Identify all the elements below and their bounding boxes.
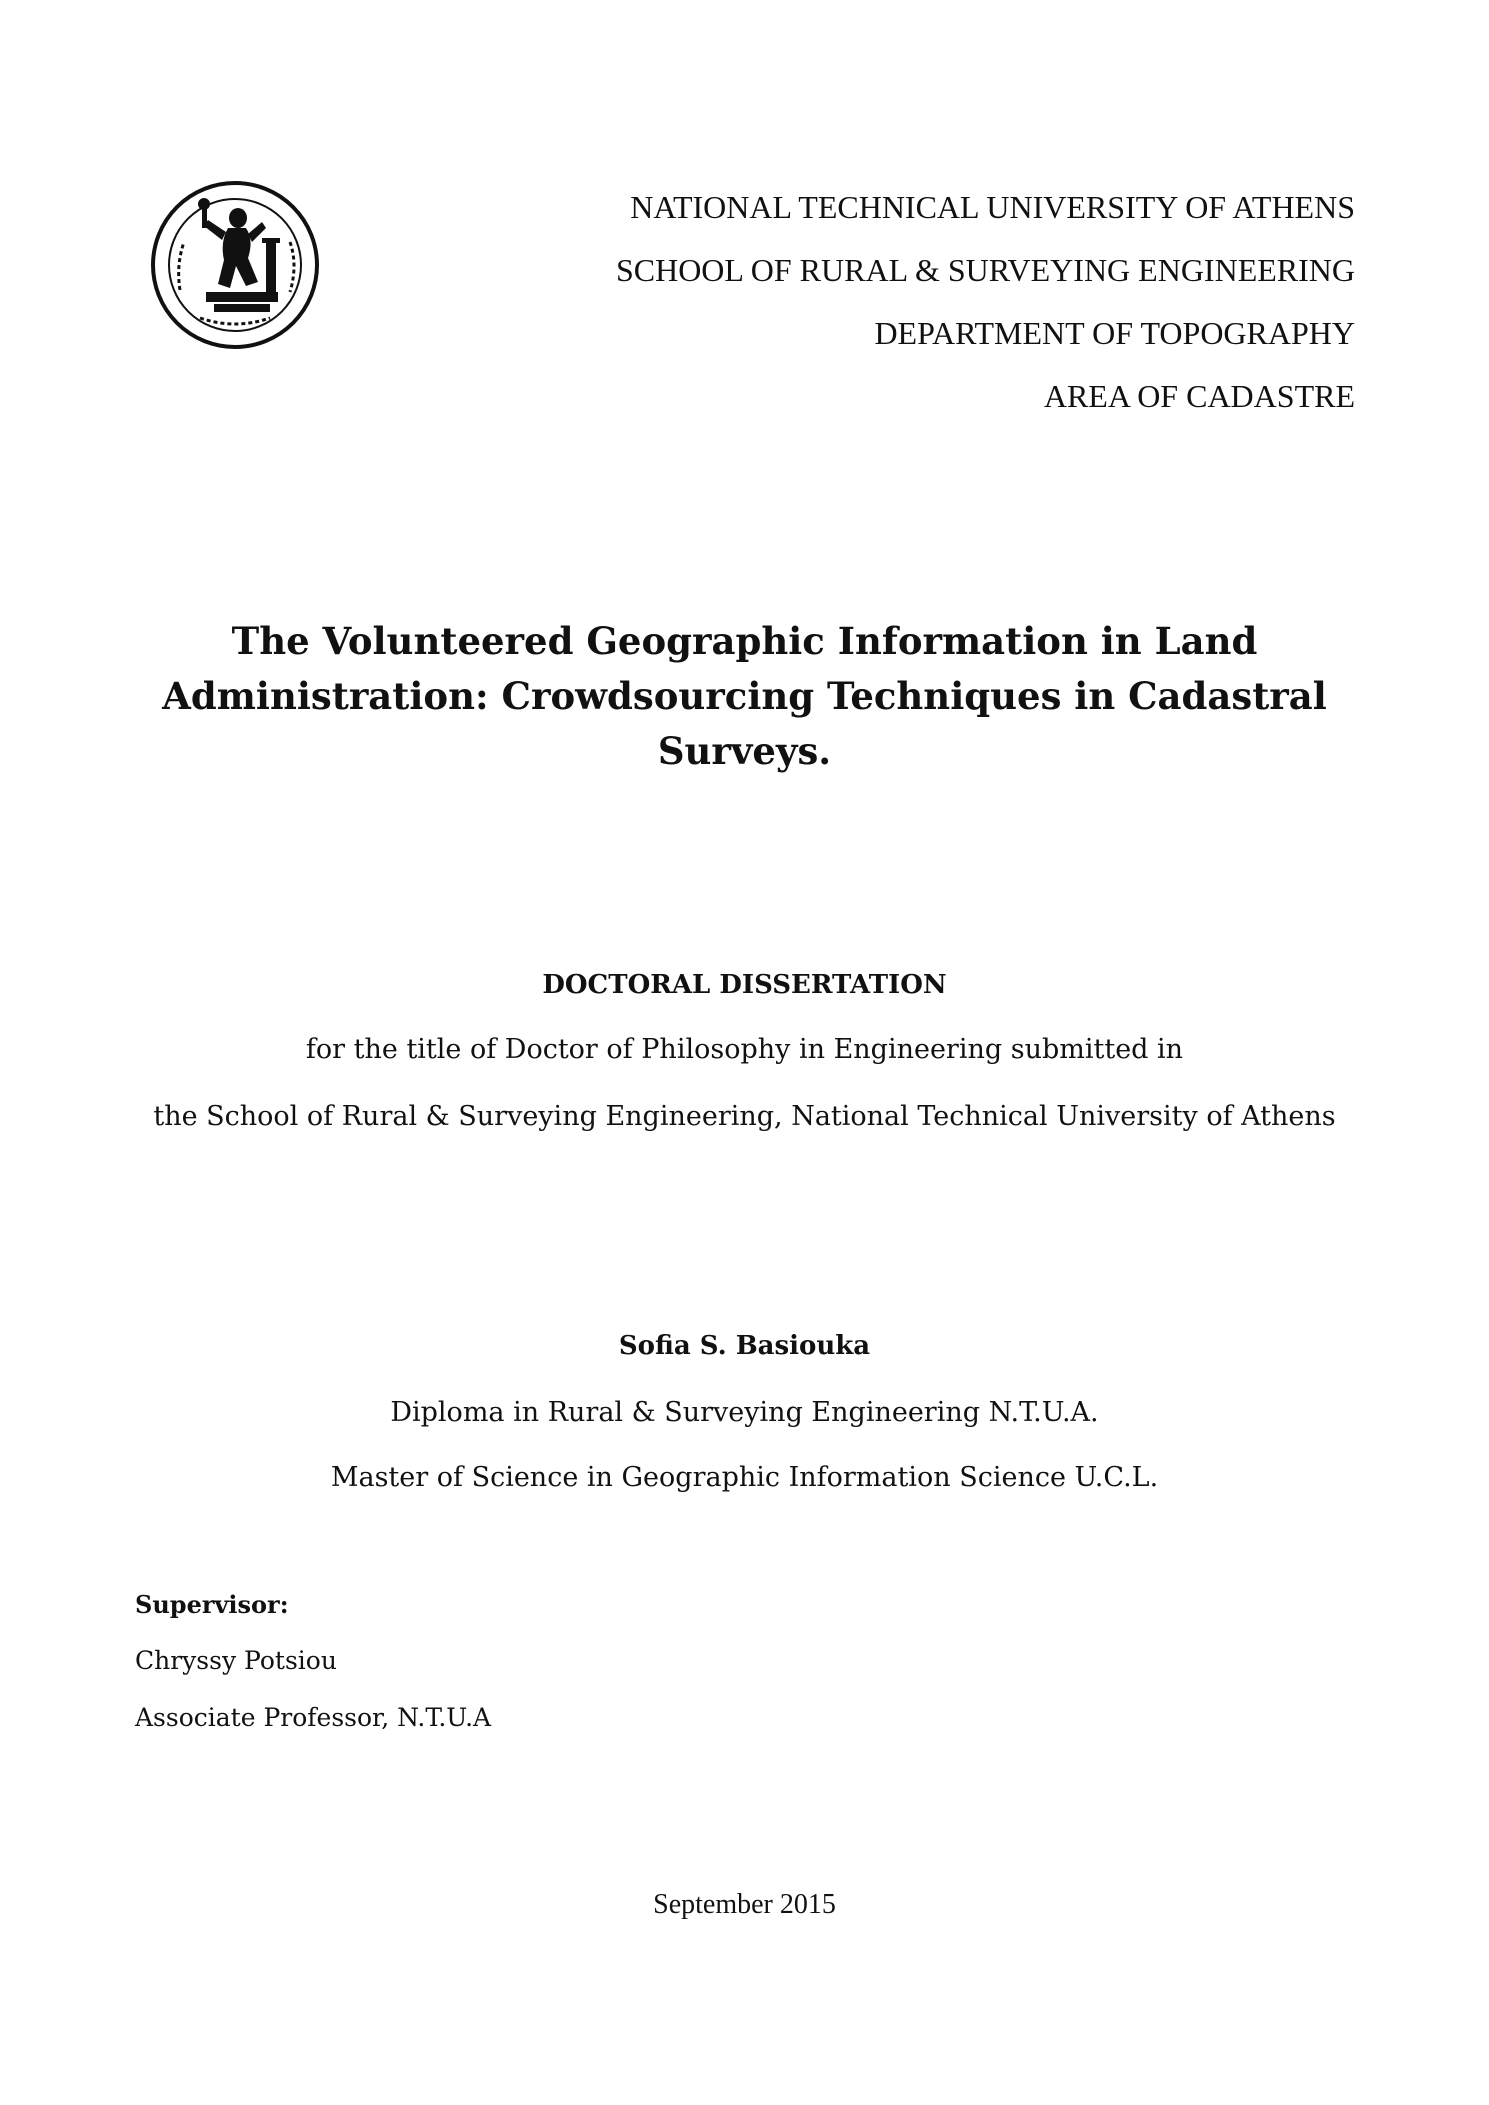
submission-line-2: the School of Rural & Surveying Engineering, National Technical University of Athens [153, 1101, 1336, 1132]
university-name: NATIONAL TECHNICAL UNIVERSITY OF ATHENS [630, 189, 1355, 225]
dissertation-title: The Volunteered Geographic Information in Land Administration: Crowdsourcing Techniques in Cadastral Surveys. [162, 619, 1327, 773]
school-name: SCHOOL OF RURAL & SURVEYING ENGINEERING [615, 252, 1355, 288]
ntua-seal-icon [150, 180, 320, 350]
author-name: Sofia S. Basiouka [618, 1331, 871, 1361]
area-name: AREA OF CADASTRE [1043, 378, 1355, 414]
document-type: DOCTORAL DISSERTATION [542, 970, 947, 1000]
supervisor-position: Associate Professor, N.T.U.A [135, 1703, 492, 1732]
department-name: DEPARTMENT OF TOPOGRAPHY [874, 315, 1355, 351]
author-degree-1: Diploma in Rural & Surveying Engineering N.T.U.A. [390, 1397, 1099, 1428]
supervisor-label: Supervisor: [135, 1590, 289, 1619]
supervisor-name: Chryssy Potsiou [135, 1646, 337, 1675]
submission-line-1: for the title of Doctor of Philosophy in Engineering submitted in [305, 1034, 1184, 1065]
institution-header [616, 176, 1355, 428]
author-degree-2: Master of Science in Geographic Information Science U.C.L. [330, 1462, 1159, 1493]
submission-date: September 2015 [653, 1889, 836, 1920]
